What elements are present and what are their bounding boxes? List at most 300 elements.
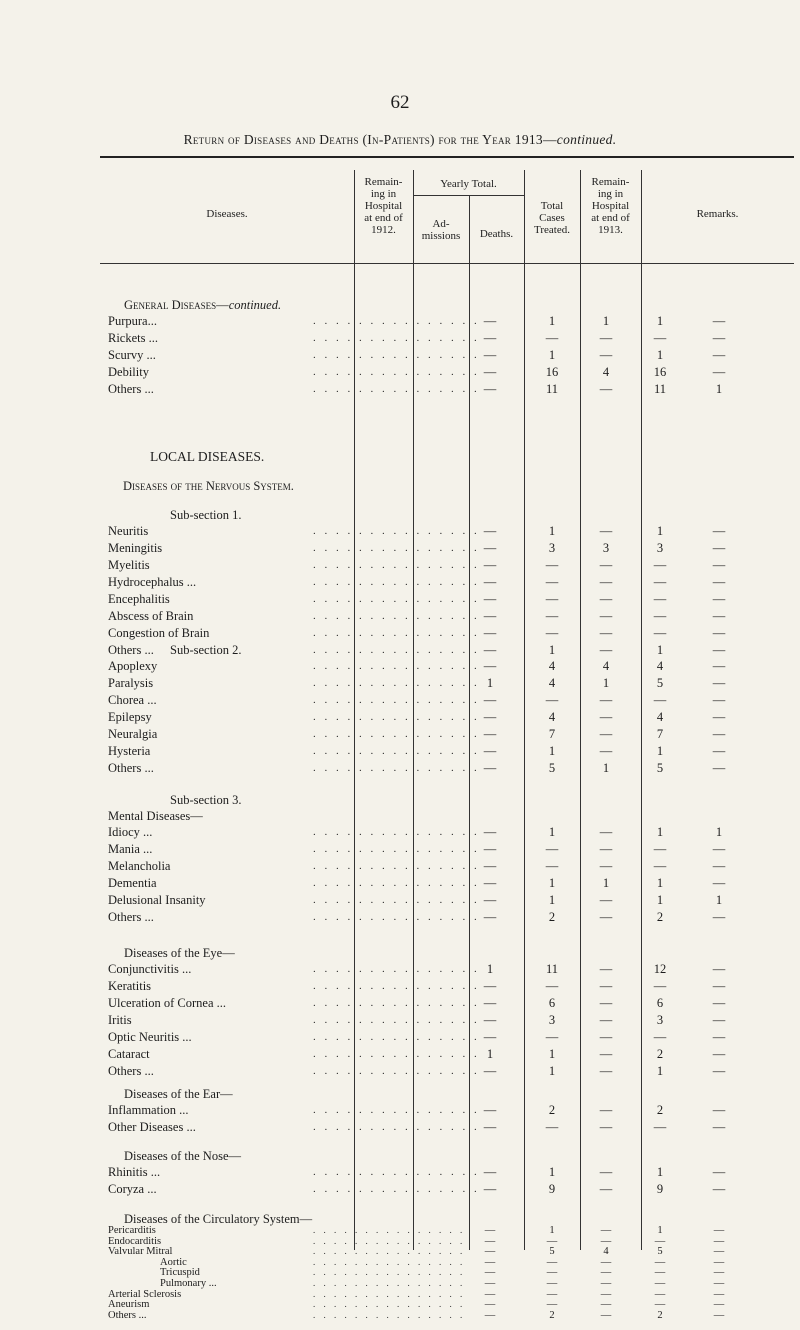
table-row <box>108 824 768 840</box>
cell-remaining-1913: — <box>712 1013 726 1027</box>
cell-remaining-1912: — <box>484 1256 496 1268</box>
cell-remaining-1913: — <box>713 1278 725 1289</box>
cell-admissions: — <box>546 1288 558 1300</box>
cell-remaining-1913: — <box>712 643 726 657</box>
cell-admissions: — <box>545 331 559 345</box>
cell-admissions: 16 <box>545 365 559 379</box>
cell-total-treated: 16 <box>653 365 667 379</box>
cell-total-treated: 1 <box>656 744 664 758</box>
table-row <box>108 1063 768 1079</box>
cell-deaths: — <box>599 1030 613 1044</box>
leader-dots: . . . . . . . . . . . . . . . <box>313 1166 480 1178</box>
cell-admissions: — <box>545 626 559 640</box>
table-row <box>108 347 768 363</box>
disease-name: Purpura... <box>108 314 157 328</box>
cell-total-treated: — <box>653 558 667 572</box>
leader-dots: . . . . . . . . . . . . . . . <box>313 860 480 872</box>
table-row <box>108 540 768 556</box>
cell-total-treated: — <box>654 1267 666 1279</box>
leader-dots: . . . . . . . . . . . . . . . <box>313 349 480 361</box>
cell-admissions: 11 <box>545 382 559 396</box>
table-row <box>108 1246 768 1257</box>
leader-dots: . . . . . . . . . . . . . . . <box>313 1225 466 1235</box>
cell-total-treated: 1 <box>656 643 664 657</box>
header-admissions: Ad- missions <box>421 218 461 242</box>
cell-admissions: 1 <box>548 876 556 890</box>
cell-total-treated: 2 <box>656 1047 664 1061</box>
cell-admissions: — <box>545 842 559 856</box>
leader-dots: . . . . . . . . . . . . . . . <box>313 677 480 689</box>
disease-name: Tricuspid <box>160 1267 200 1279</box>
cell-admissions: 9 <box>548 1182 556 1196</box>
cell-remaining-1912: — <box>483 1182 497 1196</box>
leader-dots: . . . . . . . . . . . . . . . <box>313 332 480 344</box>
cell-remaining-1913: — <box>712 365 726 379</box>
cell-admissions: 1 <box>548 1047 556 1061</box>
cell-total-treated: 2 <box>656 910 664 924</box>
table-row <box>108 995 768 1011</box>
cell-admissions: 1 <box>548 643 556 657</box>
disease-name: Coryza ... <box>108 1182 157 1196</box>
disease-name: Congestion of Brain <box>108 626 210 640</box>
cell-remaining-1912: — <box>483 842 497 856</box>
header-bottom-rule <box>100 263 794 264</box>
cell-remaining-1912: — <box>484 1309 496 1321</box>
disease-name: Inflammation ... <box>108 1103 189 1117</box>
table-row <box>108 760 768 776</box>
cell-admissions: — <box>545 1120 559 1134</box>
cell-total-treated: — <box>653 575 667 589</box>
cell-remaining-1913: — <box>713 1225 725 1236</box>
cell-deaths: — <box>600 1278 612 1289</box>
cell-remaining-1912: — <box>483 1103 497 1117</box>
cell-remaining-1913: — <box>712 1120 726 1134</box>
cell-admissions: 3 <box>548 1013 556 1027</box>
cell-remaining-1912: — <box>484 1246 496 1258</box>
cell-remaining-1912: — <box>483 876 497 890</box>
cell-total-treated: 1 <box>656 524 664 538</box>
leader-dots: . . . . . . . . . . . . . . . <box>313 660 480 672</box>
cell-remaining-1913: — <box>712 314 726 328</box>
cell-total-treated: 1 <box>656 314 664 328</box>
cell-deaths: — <box>599 910 613 924</box>
cell-total-treated: 1 <box>656 876 664 890</box>
cell-admissions: — <box>546 1278 558 1289</box>
cell-admissions: — <box>545 859 559 873</box>
cell-deaths: — <box>599 962 613 976</box>
cell-remaining-1912: — <box>483 710 497 724</box>
leader-dots: . . . . . . . . . . . . . . . <box>313 593 480 605</box>
cell-admissions: — <box>546 1256 558 1268</box>
table-row <box>108 1012 768 1028</box>
cell-admissions: 11 <box>545 962 559 976</box>
leader-dots: . . . . . . . . . . . . . . . <box>313 1288 466 1299</box>
disease-name: Valvular Mitral <box>108 1246 173 1258</box>
cell-deaths: — <box>599 727 613 741</box>
cell-admissions: — <box>546 1267 558 1279</box>
cell-deaths: — <box>599 1064 613 1078</box>
disease-name: Others ... <box>108 1064 154 1078</box>
cell-total-treated: — <box>653 842 667 856</box>
cell-deaths: 1 <box>602 314 610 328</box>
section-sub-2: Sub-section 2. <box>170 643 242 657</box>
cell-remaining-1913: — <box>712 727 726 741</box>
table-row <box>108 675 768 691</box>
disease-name: Aneurism <box>108 1299 150 1311</box>
cell-remaining-1912: — <box>484 1225 496 1236</box>
cell-remaining-1912: — <box>483 727 497 741</box>
cell-remaining-1912: — <box>484 1235 496 1247</box>
cell-total-treated: 5 <box>657 1246 663 1258</box>
leader-dots: . . . . . . . . . . . . . . . <box>313 1014 480 1026</box>
table-row <box>108 841 768 857</box>
cell-remaining-1912: — <box>483 365 497 379</box>
cell-remaining-1913: — <box>712 348 726 362</box>
cell-remaining-1913: — <box>712 524 726 538</box>
disease-name: Others ... <box>108 643 154 657</box>
leader-dots: . . . . . . . . . . . . . . . <box>313 1183 480 1195</box>
disease-name: Encephalitis <box>108 592 170 606</box>
cell-admissions: 1 <box>548 348 556 362</box>
cell-remaining-1913: — <box>712 979 726 993</box>
cell-total-treated: 1 <box>656 348 664 362</box>
cell-total-treated: — <box>653 331 667 345</box>
cell-total-treated: 2 <box>657 1309 663 1321</box>
table-row <box>108 658 768 674</box>
cell-total-treated: 6 <box>656 996 664 1010</box>
cell-remaining-1912: — <box>483 643 497 657</box>
disease-name: Debility <box>108 365 149 379</box>
table-row <box>108 961 768 977</box>
cell-admissions: 2 <box>549 1309 555 1321</box>
cell-remaining-1913: 1 <box>715 825 723 839</box>
cell-remaining-1913: — <box>712 609 726 623</box>
table-row <box>108 625 768 641</box>
section-eye: Diseases of the Eye— <box>124 946 235 960</box>
leader-dots: . . . . . . . . . . . . . . . <box>313 911 480 923</box>
cell-remaining-1913: — <box>713 1309 725 1321</box>
cell-remaining-1913: — <box>712 693 726 707</box>
cell-remaining-1913: — <box>712 541 726 555</box>
cell-deaths: — <box>599 744 613 758</box>
cell-total-treated: — <box>654 1256 666 1268</box>
cell-admissions: — <box>545 1030 559 1044</box>
cell-remaining-1912: — <box>484 1278 496 1289</box>
cell-admissions: 1 <box>548 524 556 538</box>
leader-dots: . . . . . . . . . . . . . . . <box>313 610 480 622</box>
header-remaining-end: Remain- ing in Hospital at end of 1913. <box>591 176 630 236</box>
cell-remaining-1912: — <box>483 314 497 328</box>
table-row <box>108 1299 768 1310</box>
cell-deaths: — <box>599 693 613 707</box>
cell-deaths: — <box>599 575 613 589</box>
cell-total-treated: 7 <box>656 727 664 741</box>
cell-deaths: 1 <box>602 761 610 775</box>
leader-dots: . . . . . . . . . . . . . . . <box>313 383 480 395</box>
cell-deaths: — <box>600 1225 612 1236</box>
cell-total-treated: — <box>654 1278 666 1289</box>
table-row <box>108 557 768 573</box>
section-nervous-system: Diseases of the Nervous System. <box>123 479 294 493</box>
table-row <box>108 1236 768 1247</box>
table-row <box>108 892 768 908</box>
cell-deaths: — <box>599 524 613 538</box>
cell-total-treated: 1 <box>657 1225 663 1236</box>
leader-dots: . . . . . . . . . . . . . . . <box>313 1309 466 1320</box>
disease-name: Other Diseases ... <box>108 1120 196 1134</box>
leader-dots: . . . . . . . . . . . . . . . <box>313 644 480 656</box>
cell-deaths: — <box>599 348 613 362</box>
table-row <box>108 1225 768 1236</box>
cell-remaining-1912: — <box>483 1120 497 1134</box>
cell-deaths: — <box>599 842 613 856</box>
cell-admissions: 1 <box>548 314 556 328</box>
disease-name: Neuralgia <box>108 727 158 741</box>
cell-total-treated: 1 <box>656 1064 664 1078</box>
leader-dots: . . . . . . . . . . . . . . . <box>313 1267 466 1278</box>
cell-remaining-1913: — <box>712 331 726 345</box>
cell-deaths: — <box>599 1165 613 1179</box>
cell-admissions: — <box>545 979 559 993</box>
cell-total-treated: — <box>653 626 667 640</box>
section-local-diseases: LOCAL DISEASES. <box>150 449 265 464</box>
cell-total-treated: 12 <box>653 962 667 976</box>
cell-remaining-1913: — <box>713 1256 725 1268</box>
cell-remaining-1913: — <box>712 659 726 673</box>
leader-dots: . . . . . . . . . . . . . . . <box>313 1235 466 1246</box>
cell-remaining-1913: — <box>712 1103 726 1117</box>
cell-remaining-1912: — <box>483 541 497 555</box>
table-row <box>108 330 768 346</box>
cell-admissions: — <box>545 558 559 572</box>
cell-deaths: 3 <box>602 541 610 555</box>
cell-admissions: 4 <box>548 659 556 673</box>
cell-remaining-1912: — <box>483 996 497 1010</box>
leader-dots: . . . . . . . . . . . . . . . <box>313 1256 466 1267</box>
leader-dots: . . . . . . . . . . . . . . . <box>313 843 480 855</box>
cell-remaining-1912: — <box>483 859 497 873</box>
cell-admissions: 4 <box>548 710 556 724</box>
table-row <box>108 1267 768 1278</box>
cell-remaining-1913: — <box>712 842 726 856</box>
cell-deaths: — <box>600 1235 612 1247</box>
disease-name: Hysteria <box>108 744 151 758</box>
disease-name: Optic Neuritis ... <box>108 1030 192 1044</box>
table-row <box>108 1278 768 1289</box>
leader-dots: . . . . . . . . . . . . . . . <box>313 894 480 906</box>
cell-remaining-1912: — <box>484 1299 496 1311</box>
leader-dots: . . . . . . . . . . . . . . . <box>313 1121 480 1133</box>
disease-name: Cataract <box>108 1047 150 1061</box>
cell-admissions: 7 <box>548 727 556 741</box>
section-circulatory: Diseases of the Circulatory System— <box>124 1212 313 1226</box>
cell-remaining-1912: — <box>483 693 497 707</box>
cell-remaining-1912: — <box>483 744 497 758</box>
cell-remaining-1912: — <box>483 893 497 907</box>
cell-remaining-1913: — <box>713 1246 725 1258</box>
leader-dots: . . . . . . . . . . . . . . . <box>313 525 480 537</box>
cell-admissions: 3 <box>548 541 556 555</box>
cell-remaining-1913: — <box>713 1235 725 1247</box>
disease-name: Rickets ... <box>108 331 158 345</box>
disease-name: Chorea ... <box>108 693 157 707</box>
cell-total-treated: 1 <box>656 893 664 907</box>
cell-admissions: — <box>545 693 559 707</box>
section-ear: Diseases of the Ear— <box>124 1087 233 1101</box>
leader-dots: . . . . . . . . . . . . . . . <box>313 997 480 1009</box>
yearly-total-rule <box>413 195 524 196</box>
cell-remaining-1912: — <box>483 1030 497 1044</box>
cell-total-treated: — <box>653 592 667 606</box>
disease-name: Myelitis <box>108 558 150 572</box>
leader-dots: . . . . . . . . . . . . . . . <box>313 762 480 774</box>
cell-deaths: 4 <box>602 659 610 673</box>
leader-dots: . . . . . . . . . . . . . . . <box>313 627 480 639</box>
cell-deaths: — <box>599 331 613 345</box>
cell-total-treated: — <box>653 859 667 873</box>
disease-name: Delusional Insanity <box>108 893 206 907</box>
table-row <box>108 1289 768 1300</box>
cell-admissions: 5 <box>548 761 556 775</box>
cell-remaining-1912: — <box>483 659 497 673</box>
table-row <box>108 642 768 658</box>
cell-admissions: 6 <box>548 996 556 1010</box>
cell-deaths: — <box>600 1309 612 1321</box>
cell-remaining-1912: — <box>483 979 497 993</box>
cell-deaths: 1 <box>602 676 610 690</box>
disease-name: Others ... <box>108 1309 147 1321</box>
disease-name: Abscess of Brain <box>108 609 194 623</box>
cell-remaining-1913: — <box>712 1182 726 1196</box>
table-row <box>108 692 768 708</box>
table-row <box>108 1119 768 1135</box>
leader-dots: . . . . . . . . . . . . . . . <box>313 963 480 975</box>
cell-deaths: — <box>599 825 613 839</box>
cell-remaining-1913: — <box>712 575 726 589</box>
cell-remaining-1912: — <box>484 1288 496 1300</box>
leader-dots: . . . . . . . . . . . . . . . <box>313 1065 480 1077</box>
table-row <box>108 591 768 607</box>
leader-dots: . . . . . . . . . . . . . . . <box>313 1104 480 1116</box>
cell-deaths: — <box>599 1013 613 1027</box>
table-row <box>108 1164 768 1180</box>
disease-name: Dementia <box>108 876 157 890</box>
table-row <box>108 1029 768 1045</box>
disease-name: Idiocy ... <box>108 825 153 839</box>
cell-total-treated: — <box>653 1120 667 1134</box>
cell-admissions: — <box>545 575 559 589</box>
cell-admissions: — <box>546 1299 558 1311</box>
cell-remaining-1912: — <box>483 524 497 538</box>
leader-dots: . . . . . . . . . . . . . . . <box>313 1048 480 1060</box>
table-row <box>108 909 768 925</box>
cell-deaths: — <box>600 1256 612 1268</box>
cell-total-treated: 5 <box>656 676 664 690</box>
cell-remaining-1912: — <box>483 626 497 640</box>
cell-total-treated: 5 <box>656 761 664 775</box>
disease-name: Others ... <box>108 910 154 924</box>
disease-name: Apoplexy <box>108 659 158 673</box>
cell-total-treated: 1 <box>656 825 664 839</box>
cell-remaining-1913: — <box>712 626 726 640</box>
cell-remaining-1913: — <box>713 1267 725 1279</box>
table-row <box>108 743 768 759</box>
cell-remaining-1912: — <box>484 1267 496 1279</box>
disease-name: Rhinitis ... <box>108 1165 161 1179</box>
section-general-diseases: General Diseases—continued. <box>124 298 282 312</box>
header-yearly-total: Yearly Total. <box>440 178 497 190</box>
cell-remaining-1912: — <box>483 575 497 589</box>
cell-remaining-1913: — <box>712 962 726 976</box>
section-sub-3: Sub-section 3. <box>170 793 242 807</box>
cell-deaths: — <box>599 710 613 724</box>
cell-remaining-1912: — <box>483 761 497 775</box>
table-row <box>108 978 768 994</box>
cell-admissions: 1 <box>548 825 556 839</box>
leader-dots: . . . . . . . . . . . . . . . <box>313 315 480 327</box>
cell-total-treated: — <box>653 693 667 707</box>
cell-deaths: — <box>599 1103 613 1117</box>
cell-admissions: 1 <box>548 1165 556 1179</box>
header-remaining-start: Remain- ing in Hospital at end of 1912. <box>364 176 403 236</box>
cell-deaths: — <box>599 558 613 572</box>
cell-deaths: — <box>599 609 613 623</box>
cell-total-treated: 3 <box>656 1013 664 1027</box>
cell-remaining-1912: — <box>483 348 497 362</box>
cell-remaining-1913: — <box>712 558 726 572</box>
cell-remaining-1912: — <box>483 331 497 345</box>
disease-name: Conjunctivitis ... <box>108 962 192 976</box>
disease-name: Paralysis <box>108 676 154 690</box>
cell-remaining-1913: — <box>712 710 726 724</box>
cell-deaths: — <box>599 979 613 993</box>
cell-total-treated: 4 <box>656 710 664 724</box>
table-row <box>108 313 768 329</box>
cell-remaining-1913: — <box>712 859 726 873</box>
cell-admissions: — <box>545 609 559 623</box>
cell-remaining-1912: — <box>483 825 497 839</box>
cell-deaths: — <box>599 893 613 907</box>
disease-name: Others ... <box>108 382 154 396</box>
cell-remaining-1913: 1 <box>715 893 723 907</box>
cell-remaining-1913: — <box>713 1288 725 1300</box>
cell-admissions: 5 <box>549 1246 555 1258</box>
table-row <box>108 1102 768 1118</box>
cell-remaining-1913: — <box>712 1047 726 1061</box>
leader-dots: . . . . . . . . . . . . . . . <box>313 366 480 378</box>
cell-deaths: 1 <box>602 876 610 890</box>
cell-total-treated: — <box>653 609 667 623</box>
leader-dots: . . . . . . . . . . . . . . . <box>313 559 480 571</box>
cell-total-treated: — <box>653 979 667 993</box>
leader-dots: . . . . . . . . . . . . . . . <box>313 1031 480 1043</box>
table-row <box>108 381 768 397</box>
cell-total-treated: 4 <box>656 659 664 673</box>
cell-deaths: 4 <box>602 365 610 379</box>
cell-remaining-1912: — <box>483 558 497 572</box>
leader-dots: . . . . . . . . . . . . . . . <box>313 745 480 757</box>
header-diseases: Diseases. <box>206 208 248 220</box>
cell-deaths: — <box>599 592 613 606</box>
page-title <box>0 132 800 148</box>
table-row <box>108 1181 768 1197</box>
disease-name: Ulceration of Cornea ... <box>108 996 227 1010</box>
cell-remaining-1912: — <box>483 592 497 606</box>
cell-admissions: 1 <box>548 744 556 758</box>
cell-admissions: 1 <box>548 893 556 907</box>
table-row <box>108 574 768 590</box>
cell-deaths: — <box>600 1288 612 1300</box>
